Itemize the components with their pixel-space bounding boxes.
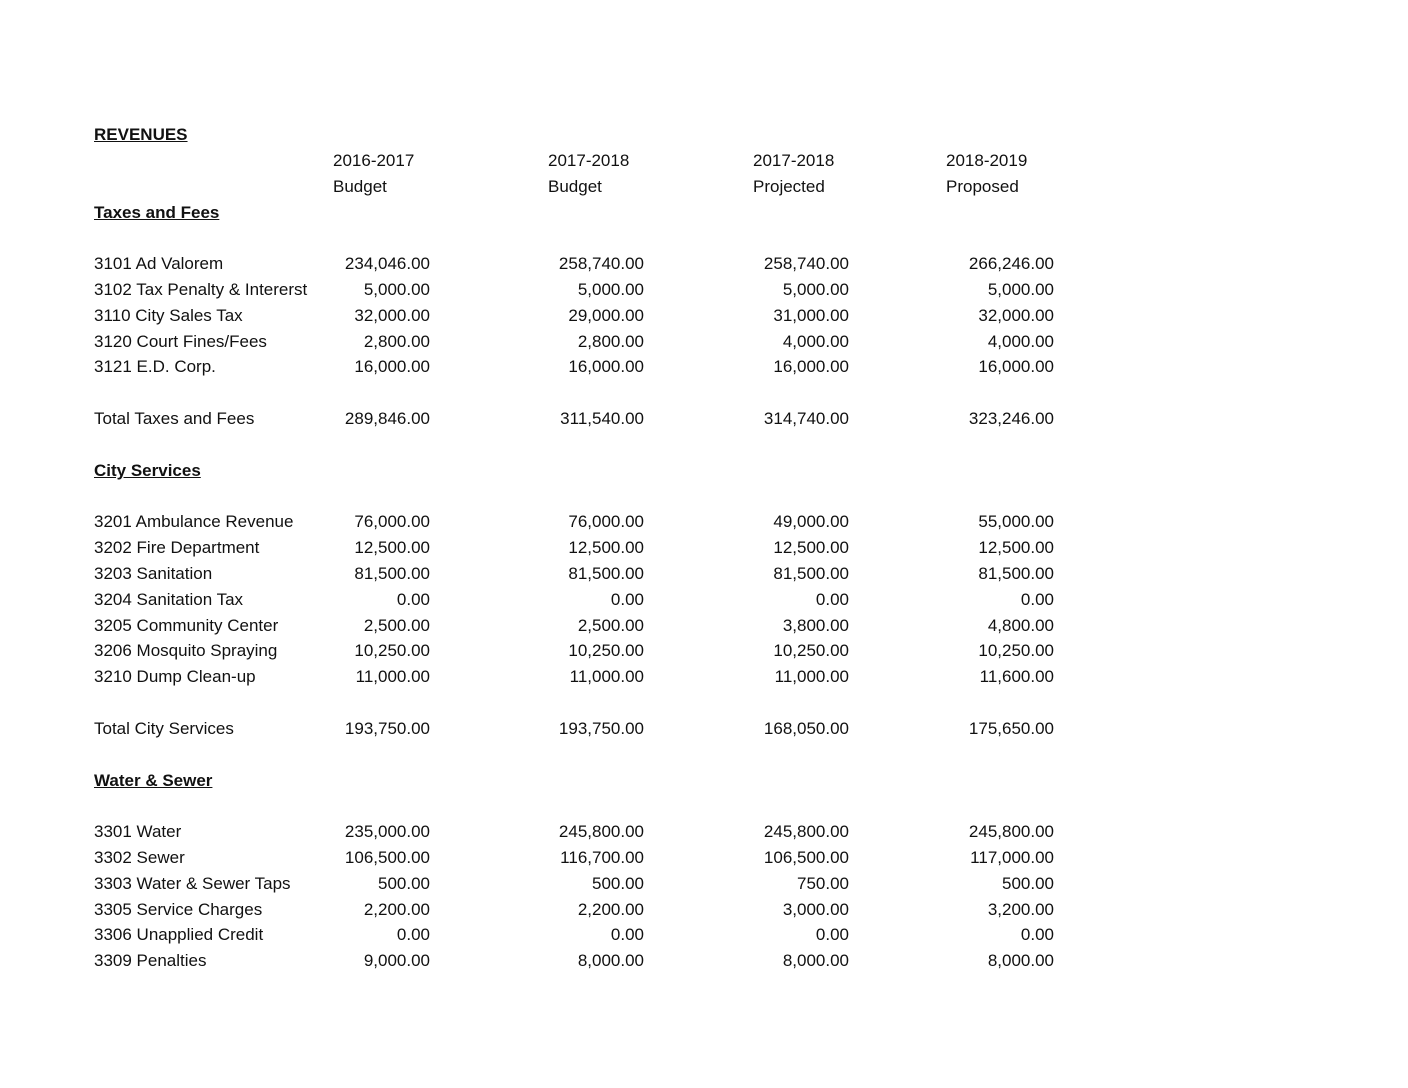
header-year-3: 2017-2018 <box>753 151 835 170</box>
value-2016-2017-budget: 76,000.00 <box>354 512 430 531</box>
value-2018-2019-proposed: 10,250.00 <box>978 641 1054 660</box>
value-2017-2018-budget: 245,800.00 <box>558 822 644 841</box>
value-2018-2019-proposed: 81,500.00 <box>978 564 1054 583</box>
value-2017-2018-budget: 0.00 <box>610 925 644 944</box>
row-label: 3202 Fire Department <box>94 538 260 557</box>
row-label: 3120 Court Fines/Fees <box>94 332 267 351</box>
table-row <box>0 354 1408 380</box>
value-2017-2018-budget: 5,000.00 <box>577 280 644 299</box>
section-title: Taxes and Fees <box>94 203 220 222</box>
row-label: 3301 Water <box>94 822 182 841</box>
value-2017-2018-budget: 76,000.00 <box>568 512 644 531</box>
total-2017-2018-projected: 168,050.00 <box>763 719 849 738</box>
row-label: 3203 Sanitation <box>94 564 213 583</box>
value-2017-2018-budget: 81,500.00 <box>568 564 644 583</box>
value-2017-2018-budget: 2,200.00 <box>577 900 644 919</box>
value-2018-2019-proposed: 5,000.00 <box>987 280 1054 299</box>
total-2018-2019-proposed: 323,246.00 <box>968 409 1054 428</box>
total-row-taxes-and-fees <box>0 406 1408 432</box>
value-2017-2018-projected: 31,000.00 <box>773 306 849 325</box>
header-year-1: 2016-2017 <box>333 151 415 170</box>
total-2016-2017-budget: 193,750.00 <box>344 719 430 738</box>
value-2017-2018-projected: 11,000.00 <box>774 667 849 686</box>
header-type-3: Projected <box>753 177 825 196</box>
value-2018-2019-proposed: 55,000.00 <box>978 512 1054 531</box>
table-row <box>0 613 1408 639</box>
header-type-2: Budget <box>548 177 602 196</box>
total-2017-2018-projected: 314,740.00 <box>763 409 849 428</box>
value-2017-2018-projected: 49,000.00 <box>773 512 849 531</box>
table-row <box>0 948 1408 974</box>
value-2016-2017-budget: 2,500.00 <box>363 616 430 635</box>
value-2018-2019-proposed: 117,000.00 <box>970 848 1054 867</box>
table-row <box>0 871 1408 897</box>
value-2018-2019-proposed: 245,800.00 <box>968 822 1054 841</box>
row-label: 3302 Sewer <box>94 848 185 867</box>
row-label: 3121 E.D. Corp. <box>94 357 216 376</box>
value-2017-2018-budget: 10,250.00 <box>568 641 644 660</box>
value-2018-2019-proposed: 4,000.00 <box>987 332 1054 351</box>
value-2017-2018-budget: 12,500.00 <box>568 538 644 557</box>
value-2016-2017-budget: 0.00 <box>396 925 430 944</box>
value-2016-2017-budget: 106,500.00 <box>344 848 430 867</box>
table-row <box>0 587 1408 613</box>
value-2017-2018-projected: 10,250.00 <box>773 641 849 660</box>
row-label: 3303 Water & Sewer Taps <box>94 874 291 893</box>
page-title: REVENUES <box>94 125 188 144</box>
table-row <box>0 303 1408 329</box>
value-2017-2018-projected: 0.00 <box>815 590 849 609</box>
value-2016-2017-budget: 32,000.00 <box>354 306 430 325</box>
value-2018-2019-proposed: 8,000.00 <box>987 951 1054 970</box>
value-2016-2017-budget: 0.00 <box>396 590 430 609</box>
section-heading-city-services <box>0 458 1408 484</box>
value-2016-2017-budget: 2,200.00 <box>363 900 430 919</box>
table-row <box>0 638 1408 664</box>
table-row <box>0 509 1408 535</box>
row-label: 3101 Ad Valorem <box>94 254 224 273</box>
value-2018-2019-proposed: 500.00 <box>1002 874 1054 893</box>
value-2018-2019-proposed: 4,800.00 <box>987 616 1054 635</box>
header-year-2: 2017-2018 <box>548 151 630 170</box>
value-2017-2018-projected: 8,000.00 <box>782 951 849 970</box>
value-2016-2017-budget: 234,046.00 <box>344 254 430 273</box>
section-heading-water-and-sewer <box>0 768 1408 794</box>
header-type-1: Budget <box>333 177 387 196</box>
value-2016-2017-budget: 81,500.00 <box>354 564 430 583</box>
value-2016-2017-budget: 500.00 <box>378 874 430 893</box>
value-2017-2018-projected: 3,000.00 <box>782 900 849 919</box>
value-2017-2018-projected: 106,500.00 <box>763 848 849 867</box>
value-2018-2019-proposed: 266,246.00 <box>968 254 1054 273</box>
row-label: 3205 Community Center <box>94 616 279 635</box>
table-row <box>0 845 1408 871</box>
value-2017-2018-budget: 8,000.00 <box>577 951 644 970</box>
value-2018-2019-proposed: 0.00 <box>1020 925 1054 944</box>
value-2016-2017-budget: 235,000.00 <box>344 822 430 841</box>
header-types-row <box>0 174 1408 200</box>
row-label: 3201 Ambulance Revenue <box>94 512 294 531</box>
table-row <box>0 329 1408 355</box>
value-2016-2017-budget: 5,000.00 <box>363 280 430 299</box>
total-label: Total City Services <box>94 719 234 738</box>
value-2017-2018-budget: 258,740.00 <box>558 254 644 273</box>
value-2018-2019-proposed: 0.00 <box>1020 590 1054 609</box>
value-2017-2018-budget: 0.00 <box>610 590 644 609</box>
row-label: 3110 City Sales Tax <box>94 306 243 325</box>
title-row <box>0 122 1408 148</box>
value-2017-2018-projected: 16,000.00 <box>773 357 849 376</box>
header-years-row <box>0 148 1408 174</box>
value-2016-2017-budget: 10,250.00 <box>354 641 430 660</box>
row-label: 3206 Mosquito Spraying <box>94 641 278 660</box>
table-row <box>0 535 1408 561</box>
value-2017-2018-budget: 11,000.00 <box>569 667 644 686</box>
total-label: Total Taxes and Fees <box>94 409 255 428</box>
value-2017-2018-projected: 5,000.00 <box>782 280 849 299</box>
value-2017-2018-projected: 245,800.00 <box>763 822 849 841</box>
value-2018-2019-proposed: 32,000.00 <box>978 306 1054 325</box>
value-2016-2017-budget: 11,000.00 <box>355 667 430 686</box>
value-2017-2018-projected: 258,740.00 <box>763 254 849 273</box>
value-2018-2019-proposed: 11,600.00 <box>979 667 1054 686</box>
total-2017-2018-budget: 311,540.00 <box>560 409 644 428</box>
value-2017-2018-projected: 81,500.00 <box>773 564 849 583</box>
header-type-4: Proposed <box>946 177 1019 196</box>
table-row <box>0 897 1408 923</box>
total-2017-2018-budget: 193,750.00 <box>558 719 644 738</box>
value-2018-2019-proposed: 16,000.00 <box>978 357 1054 376</box>
value-2017-2018-projected: 0.00 <box>815 925 849 944</box>
total-2016-2017-budget: 289,846.00 <box>344 409 430 428</box>
table-row <box>0 819 1408 845</box>
value-2017-2018-projected: 750.00 <box>797 874 849 893</box>
value-2016-2017-budget: 2,800.00 <box>363 332 430 351</box>
value-2017-2018-budget: 500.00 <box>592 874 644 893</box>
table-row <box>0 922 1408 948</box>
row-label: 3306 Unapplied Credit <box>94 925 264 944</box>
total-2018-2019-proposed: 175,650.00 <box>968 719 1054 738</box>
row-label: 3210 Dump Clean-up <box>94 667 256 686</box>
section-title: Water & Sewer <box>94 771 213 790</box>
row-label: 3309 Penalties <box>94 951 207 970</box>
value-2017-2018-budget: 2,800.00 <box>577 332 644 351</box>
value-2017-2018-budget: 16,000.00 <box>568 357 644 376</box>
value-2017-2018-budget: 29,000.00 <box>568 306 644 325</box>
table-row <box>0 277 1408 303</box>
section-heading-taxes-and-fees <box>0 200 1408 226</box>
value-2016-2017-budget: 9,000.00 <box>363 951 430 970</box>
value-2016-2017-budget: 16,000.00 <box>354 357 430 376</box>
value-2018-2019-proposed: 12,500.00 <box>978 538 1054 557</box>
value-2017-2018-budget: 116,700.00 <box>560 848 644 867</box>
row-label: 3204 Sanitation Tax <box>94 590 244 609</box>
table-row <box>0 251 1408 277</box>
value-2017-2018-projected: 3,800.00 <box>782 616 849 635</box>
value-2017-2018-projected: 4,000.00 <box>782 332 849 351</box>
value-2016-2017-budget: 12,500.00 <box>354 538 430 557</box>
value-2017-2018-budget: 2,500.00 <box>577 616 644 635</box>
table-row <box>0 664 1408 690</box>
row-label: 3102 Tax Penalty & Intererst <box>94 280 308 299</box>
row-label: 3305 Service Charges <box>94 900 263 919</box>
value-2018-2019-proposed: 3,200.00 <box>987 900 1054 919</box>
total-row-city-services <box>0 716 1408 742</box>
section-title: City Services <box>94 461 201 480</box>
value-2017-2018-projected: 12,500.00 <box>773 538 849 557</box>
table-row <box>0 561 1408 587</box>
header-year-4: 2018-2019 <box>946 151 1028 170</box>
